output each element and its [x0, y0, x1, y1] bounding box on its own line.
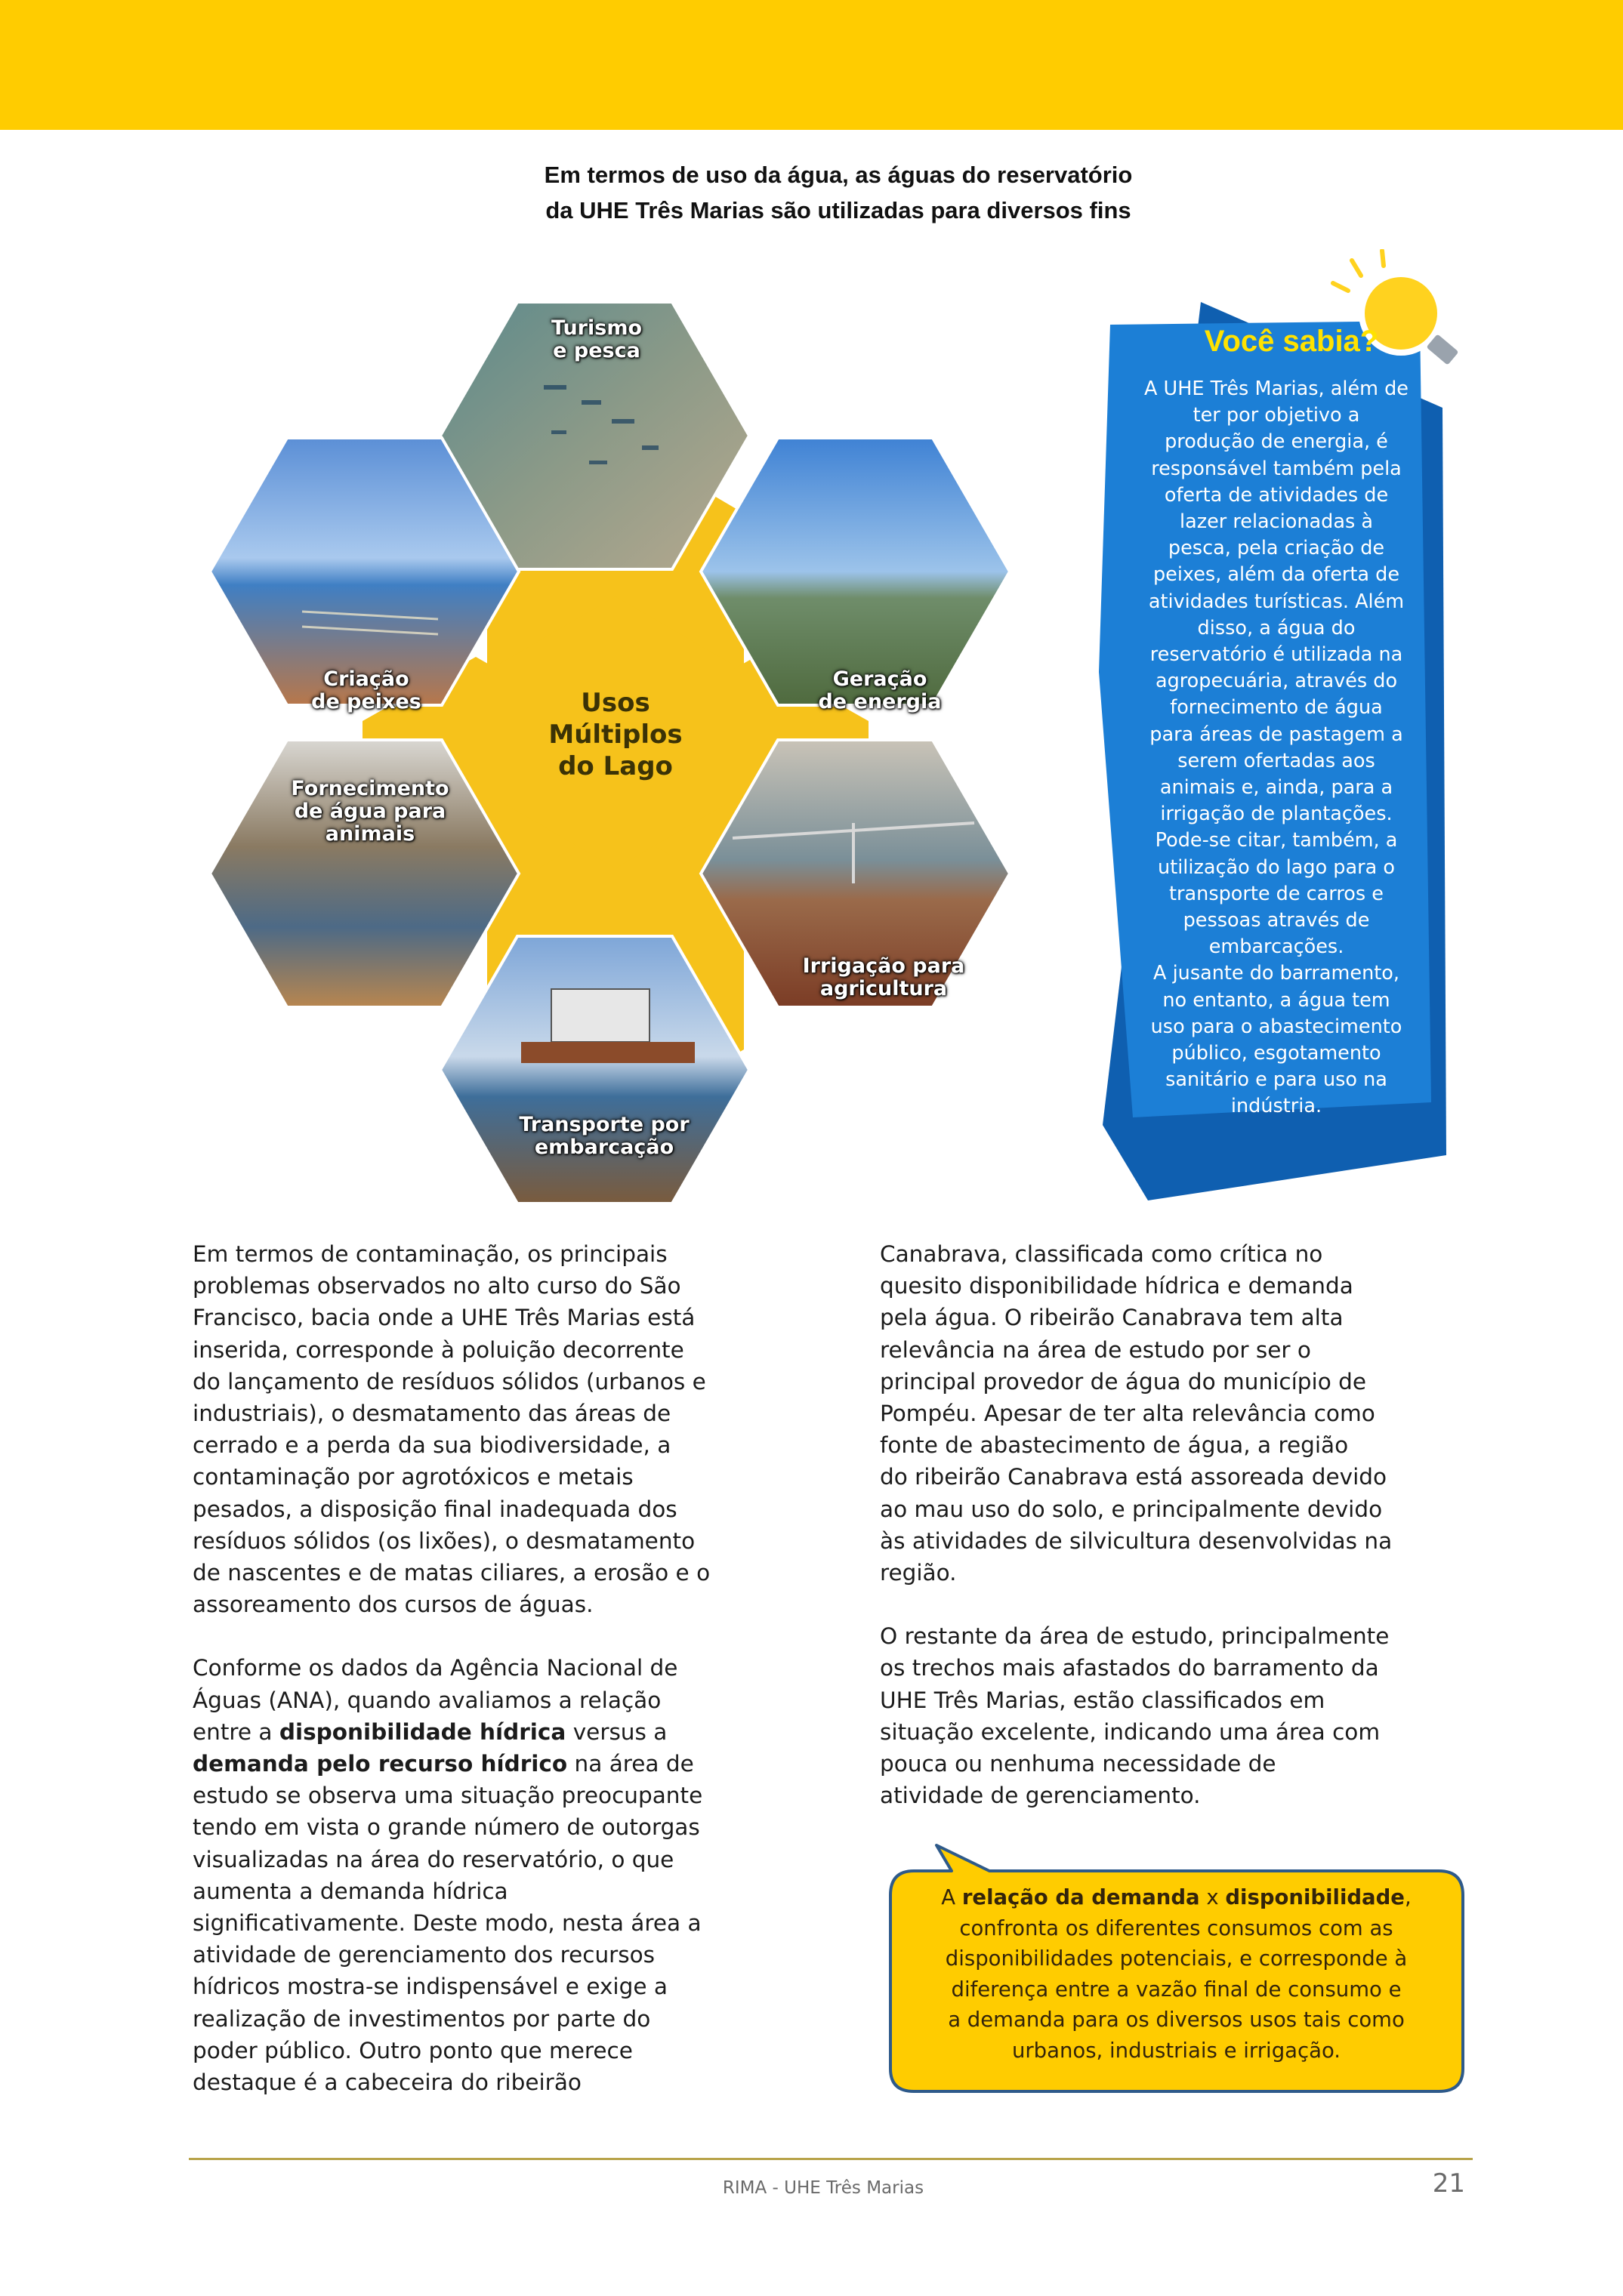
sabia-line: pessoas através de — [1183, 909, 1370, 932]
hex-label-irrigation — [778, 955, 989, 1000]
text-line: atividade de gerenciamento. — [880, 1783, 1201, 1809]
text-line: principal provedor de água do município de — [880, 1368, 1367, 1395]
sabia-line: fornecimento de água — [1170, 696, 1383, 720]
sabia-line: serem ofertadas aos — [1177, 749, 1375, 772]
text-line: industriais), o desmatamento das áreas de — [193, 1401, 671, 1427]
text-line: Em termos de contaminação, os principais — [193, 1241, 668, 1267]
bold-term-demand-relation: relação da demanda — [961, 1885, 1200, 1909]
hex-label-line: Irrigação para — [802, 954, 965, 978]
text-line: Conforme os dados da Agência Nacional de — [193, 1655, 678, 1681]
hex-label-line: Turismo — [551, 316, 642, 340]
text-line: poder público. Outro ponto que merece — [193, 2037, 633, 2063]
sabia-line: agropecuária, através do — [1155, 670, 1398, 693]
center-label-line: do Lago — [558, 751, 673, 781]
sabia-line: Pode-se citar, também, a — [1155, 829, 1398, 852]
bold-term-availability: disponibilidade hídrica — [279, 1718, 566, 1745]
did-you-know-title: Você sabia? — [1204, 325, 1379, 358]
sabia-line: produção de energia, é — [1165, 430, 1388, 454]
hex-label-energy — [785, 668, 974, 713]
sabia-line: reservatório é utilizada na — [1149, 643, 1403, 667]
text-line: significativamente. Deste modo, nesta área a — [193, 1910, 702, 1937]
hex-center-label — [514, 687, 717, 782]
text-line: do ribeirão Canabrava está assoreada devido — [880, 1464, 1387, 1490]
text-line: os trechos mais afastados do barramento da — [880, 1655, 1379, 1681]
callout-line: confronta os diferentes consumos com as — [959, 1915, 1393, 1940]
text-line: estudo se observa uma situação preocupante — [193, 1783, 703, 1809]
sabia-line: sanitário e para uso na — [1165, 1068, 1387, 1092]
did-you-know-box — [1088, 249, 1480, 1231]
paragraph-remaining-area — [880, 1620, 1484, 1811]
sabia-line: peixes, além da oferta de — [1152, 563, 1400, 587]
text-line: quesito disponibilidade hídrica e demanda — [880, 1273, 1353, 1299]
sabia-line: no entanto, a água tem — [1162, 988, 1390, 1012]
hex-label-line: de energia — [818, 690, 942, 713]
callout-line: diferença entre a vazão final de consumo e — [951, 1977, 1402, 2002]
text-line: região. — [880, 1560, 957, 1586]
heading-line-1: Em termos de uso da água, as águas do reservatório — [544, 162, 1133, 188]
paragraph-water-availability — [193, 1652, 797, 2098]
text-line: problemas observados no alto curso do São — [193, 1273, 681, 1299]
sabia-line: animais e, ainda, para a — [1159, 776, 1393, 800]
text-line: tendo em vista o grande número de outorgas — [193, 1814, 700, 1841]
text-line — [193, 1748, 797, 1780]
callout-line: a demanda para os diversos usos tais como — [948, 2008, 1405, 2032]
text-line: cerrado e a perda da sua biodiversidade, a — [193, 1432, 671, 1459]
heading-line-2: da UHE Três Marias são utilizadas para diversos fins — [545, 197, 1131, 223]
text-line: aumenta a demanda hídrica — [193, 1878, 508, 1904]
sabia-line: público, esgotamento — [1171, 1042, 1381, 1065]
callout-line: urbanos, industriais e irrigação. — [1011, 2038, 1341, 2063]
text-span: entre a — [193, 1718, 279, 1745]
text-line: Francisco, bacia onde a UHE Três Marias está — [193, 1305, 696, 1331]
hex-label-line: e pesca — [553, 339, 640, 362]
sabia-line: oferta de atividades de — [1164, 483, 1389, 507]
text-line: Canabrava, classificada como crítica no — [880, 1241, 1323, 1267]
sabia-line: para áreas de pastagem a — [1149, 723, 1403, 746]
text-line: pesados, a disposição final inadequada dos — [193, 1496, 677, 1522]
bold-term-demand: demanda pelo recurso hídrico — [193, 1751, 568, 1777]
sabia-line: embarcações. — [1208, 935, 1344, 959]
sabia-line: uso para o abastecimento — [1150, 1015, 1402, 1038]
sabia-line: pesca, pela criação de — [1168, 537, 1385, 560]
page-heading — [423, 157, 1254, 228]
text-span: versus a — [566, 1718, 668, 1745]
sabia-line: transporte de carros e — [1169, 882, 1384, 905]
text-line: contaminação por agrotóxicos e metais — [193, 1464, 634, 1490]
did-you-know-text — [1125, 376, 1427, 1120]
center-label-line: Múltiplos — [548, 720, 683, 750]
paragraph-canabrava — [880, 1238, 1484, 1589]
hex-label-line: Transporte por — [519, 1113, 690, 1136]
hex-label-line: animais — [325, 822, 415, 846]
text-line: visualizadas na área do reservatório, o que — [193, 1846, 674, 1872]
hex-label-line: agricultura — [819, 977, 948, 1000]
text-line: às atividades de silvicultura desenvolvidas na — [880, 1527, 1393, 1554]
text-line: O restante da área de estudo, principalmente — [880, 1623, 1390, 1650]
text-line: destaque é a cabeceira do ribeirão — [193, 2069, 582, 2096]
sabia-line: utilização do lago para o — [1158, 855, 1395, 879]
sabia-line: indústria. — [1230, 1095, 1322, 1118]
text-line: inserida, corresponde à poluição decorrente — [193, 1336, 684, 1363]
text-span: A — [941, 1885, 962, 1909]
right-column — [880, 1238, 1484, 1811]
callout-line: disponibilidades potenciais, e corresponde à — [945, 1946, 1408, 1971]
hex-label-line: Fornecimento — [291, 777, 449, 800]
text-span: x — [1199, 1885, 1226, 1909]
sabia-line: atividades turísticas. Além — [1148, 590, 1405, 613]
callout-line — [895, 1882, 1458, 1913]
hex-label-animal-water — [272, 778, 468, 846]
sabia-line: ter por objetivo a — [1193, 404, 1360, 427]
hex-label-transport — [506, 1114, 702, 1159]
center-label-line: Usos — [581, 688, 650, 718]
text-line: relevância na área de estudo por ser o — [880, 1336, 1311, 1363]
text-line: atividade de gerenciamento dos recursos — [193, 1942, 656, 1968]
footer-document-title: RIMA - UHE Três Marias — [722, 2178, 924, 2198]
text-line: UHE Três Marias, estão classificados em — [880, 1687, 1325, 1713]
sabia-line: responsável também pela — [1151, 457, 1402, 480]
hex-label-fish-farming — [272, 668, 461, 713]
paragraph-contamination — [193, 1238, 797, 1620]
text-line: de nascentes e de matas ciliares, a erosão e o — [193, 1560, 711, 1586]
hex-label-line: Geração — [832, 667, 927, 691]
top-color-band — [0, 0, 1623, 130]
text-line: realização de investimentos por parte do — [193, 2005, 651, 2032]
footer-divider — [189, 2158, 1473, 2160]
text-span: na área de — [567, 1751, 694, 1777]
sabia-line: A jusante do barramento, — [1153, 962, 1399, 985]
text-line: pouca ou nenhuma necessidade de — [880, 1751, 1276, 1777]
page-number: 21 — [1432, 2168, 1465, 2199]
text-span: , — [1404, 1885, 1412, 1909]
text-line: hídricos mostra-se indispensável e exige a — [193, 1974, 668, 2000]
text-line: do lançamento de resíduos sólidos (urbanos e — [193, 1368, 706, 1395]
text-line: Águas (ANA), quando avaliamos a relação — [193, 1687, 662, 1713]
demand-availability-callout — [880, 1842, 1469, 2099]
hex-label-line: de peixes — [311, 690, 421, 713]
text-line: pela água. O ribeirão Canabrava tem alta — [880, 1305, 1344, 1331]
text-line: situação excelente, indicando uma área com — [880, 1718, 1381, 1745]
text-line: fonte de abastecimento de água, a região — [880, 1432, 1349, 1459]
text-line — [193, 1716, 797, 1748]
hex-label-line: embarcação — [534, 1136, 674, 1159]
sabia-line: A UHE Três Marias, além de — [1144, 378, 1409, 400]
hex-label-line: de água para — [294, 800, 446, 823]
callout-text — [895, 1882, 1458, 2066]
sabia-line: lazer relacionadas à — [1179, 510, 1374, 534]
text-line: Pompéu. Apesar de ter alta relevância como — [880, 1401, 1375, 1427]
sabia-line: disso, a água do — [1197, 616, 1356, 639]
multiple-uses-infographic — [189, 294, 1057, 1223]
hex-label-tourism — [506, 317, 687, 362]
text-line: resíduos sólidos (os lixões), o desmatamento — [193, 1527, 696, 1554]
bold-term-availability: disponibilidade — [1225, 1885, 1405, 1909]
text-line: assoreamento dos cursos de águas. — [193, 1592, 594, 1618]
sabia-line: irrigação de plantações. — [1160, 803, 1393, 826]
text-line: ao mau uso do solo, e principalmente devido — [880, 1496, 1383, 1522]
hex-label-line: Criação — [323, 667, 409, 691]
left-column — [193, 1238, 797, 2098]
